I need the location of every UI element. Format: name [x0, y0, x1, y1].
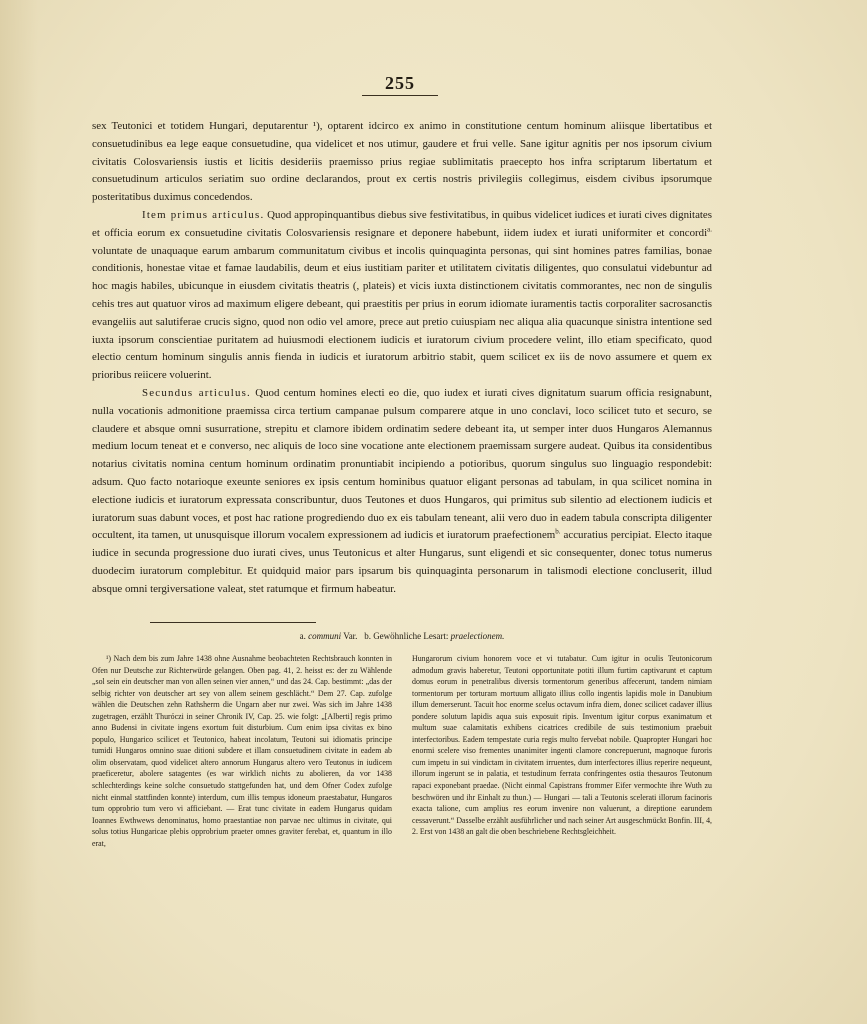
article-2-text-b: accuratius percipiat. Electo itaque iudice in secunda progressione duo iurati cives, unus Teutonicus et alter Hungarus, sunt eligendi et sic consequenter, donec totus numerus duodecim iuratorum complebitur. Et quidquid maior pars ipsarum bis quinquaginta personarum in talismodi electione concluserit, illud absque omni tergiversatione valeat, stet ratumque et firmum habeatur. — [92, 529, 713, 595]
article-1-text-b: voluntate de unaquaque earum ambarum communitatum civibus et incolis quinquaginta personas, qui sint homines patres familias, bonae conditionis, honestae vitae et famae laudabilis, deum et eius iustitiam pariter et utilitatem civitatis diligentes, quo consulatui videbuntur ad hoc magis habiles, ubicunque in eiusdem civitatis theatris (, plateis) et vicis iuxta distinctionem civitatis commorantes, nec non de singulis cehis tres aut quatuor viros ad maximum eligere debeant, qui praestitis per prius in eorum idiomate iuramentis tactis corporaliter sacrosanctis evangeliis aut salutiferae crucis signo, quod non odio vel amore, prece aut pretio cuiuspiam nec aliqua alia quacunque sinistra intentione sed iuxta ipsorum conscientiae puritatem ad huiusmodi electionem iudicis et iuratorum civium procedere velint, illo etiam specificato, quod electio centum hominum singulis annis fienda in iudicis et iuratorum arbitrio stabit, quem scilicet ex iis de novo assumere et quem ex prioribus reiicere voluerint. — [92, 244, 712, 382]
variant-b-text: praelectionem. — [450, 631, 505, 641]
article-1-heading: Item primus articulus. — [142, 208, 265, 221]
main-text — [92, 118, 712, 599]
footnote-column-left — [92, 653, 392, 849]
footnote-column-right — [412, 653, 712, 838]
variant-marker-b: b. — [555, 527, 561, 536]
variant-marker-a: a. — [707, 225, 712, 234]
variant-b-label: b. Gewöhnliche Lesart: — [364, 631, 449, 641]
variant-a-text: communi — [308, 631, 342, 641]
page-edge-shadow — [0, 0, 38, 1024]
variant-readings — [92, 631, 712, 641]
paragraph-article-2 — [92, 385, 712, 599]
page-number-rule — [362, 95, 438, 96]
footnote-left-text: ¹) Nach dem bis zum Jahre 1438 ohne Ausnahme beobachteten Rechtsbrauch konnten in Ofen nur Deutsche zur Richterwürde gelangen. Oben pag. 41, 2. heisst es: der zu Wählende „sol sein ein deutscher man von allen seinen vier annen,“ und das 24. Cap. bestimmt: „das der selbig richter von deutscher art sey von allem seinem geschlächt.“ Dem 27. Cap. zufolge wählen die Deutschen zehn Rathsherrn die Ungarn aber nur zwei. Was sich im Jahre 1438 zugetragen, erzählt Thuróczi in seiner Chronik IV, Cap. 25. wie folgt: „[Alberti] regis primo anno Budensi in civitate ingens exortum fuit disturbium. Cum enim ipsa civitas ex bino populo, Hungarico scilicet et Teutonico, habeat incolatum, Teutoni sui idiomatis principe tumidi Hungaros omnino suae ditioni subdere et illam consuetudinem civitate in eadem ab olim observatam, quod videlicet altero annorum Hungarus altero vero Teutonus in iudicem praeficeretur, abolere satagentes (es war wirklich nichts zu abolieren, da vor 1438 schlechterdings keine solche consuetudo stattgefunden hat, und dem Ofner Codex zufolge nicht einmal stattfinden konnte) interdum, cum illis tempus idoneum praestabatur, Hungaros tum opprobrio tum vero vi afficiebant. — Erat tunc civitate in eadem Hungarus quidam Ioannes Ewthwews denominatus, homo praestantiae non parvae nec ultimus in civitate, qui solus totius Hungaricae plebis opprobrium praeter omnes graviter ferebat, et, quantum in illo erat, — [92, 654, 392, 848]
variant-a-suffix: Var. — [343, 631, 358, 641]
article-1-text-a: Quod appropinquantibus diebus sive festivitatibus, in quibus videlicet iudices et iurati cives dignitates et officia eorum ex consuetudine civitatis Colosvariensis resignare et deponere habebunt, iidem iudex et iurati uniformiter et concordi — [92, 208, 712, 239]
footnote-right-text: Hungarorum civium honorem voce et vi tutabatur. Cum igitur in oculis Teutonicorum admodum gravis haberetur, Teutoni opportunitate potiti illum furtim captivarunt et captum domus eorum in penetralibus diversis tormentorum generibus affecerunt, tandem nimiam tormentorum per torturam mortuum alligato illius collo ingentis lapidis mole in Danubium illum demerserunt. Tacuit hoc enorme scelus octavum infra diem, donec scilicet cadaver illius pondere solutum lapidis aqua suis exposuit ripis. Inventum igitur corpus exanimatum et multum suae calamitatis exhibens cicatrices credibile de suis testimonium praebuit interfectoribus. Eadem tempestate curia regis multo fervebat nobile. Quapropter Hungari hoc enormi scelere viso frementes unanimiter ingenti clamore concrepuerunt, magnoque furoris cum impetu in sui vindictam in civitatem irruentes, dum interfectores illius reperire nequeunt, illorum ingerunt se in palatia, et testudinum ferrata confringentes ostia thesauros Teutonum rapaci exponebant praedae. (Nicht einmal Capistrans frommer Eifer vermochte ihre Wuth zu beschwören und ihr Einhalt zu thun.) — Hungari — tali a Teutonis scelerati illorum facinoris exacta talione, cum amplius res eorum invenire non valuerunt, a direptione earundem cessaverunt.“ Dasselbe erzählt ausführlicher und nach seiner Art ausgeschmückt Bonfin. III, 4, 2. Erst von 1438 an galt die oben beschriebene Rechtsgleichheit. — [412, 654, 712, 837]
footnote-separator — [150, 622, 316, 623]
article-2-heading: Secundus articulus. — [142, 386, 251, 399]
variant-a-label: a. — [299, 631, 306, 641]
page-number: 255 — [385, 73, 415, 93]
article-2-text-a: Quod centum homines electi eo die, quo iudex et iurati cives dignitatum suarum officia resignabunt, nulla vocationis admonitione praemissa circa tertium campanae pulsum comparere atque in uno conclavi, loco scilicet tuto et securo, se claudere et absque omni susurratione, strepitu et clamore ibidem ordinatim sedere debeant ita, ut semper inter duos Hungaros Alemannus medium locum teneat et e converso, nec aliquis de loco sine vocatione ante electionem praemissam surgere audeat. Quibus ita considentibus notarius civitatis nomina centum hominum ordinatim pronuntiabit incipiendo a potioribus, quorum singulus suo linguagio respondebit: adsum. Quo facto notarioque exeunte seniores ex ipsis centum hominibus quatuor eligant personas ad tabulam, in qua scilicet nomina in electione iudicis et iuratorum expressata conscribuntur, duos Teutones et duos Hungaros, qui primitus sub silentio ad electionem iudicis et iuratorum suas dabunt voces, et post hac ratione progrediendo duo ex eis tabulam teneant, alii vero duo in eadem tabula conscripta diligenter occultent, ita tamen, ut unusquisque illorum vocalem expressionem ad iudicis et iuratorum praefectionem — [92, 386, 712, 542]
paragraph-article-1 — [92, 207, 712, 385]
paragraph-1: sex Teutonici et totidem Hungari, deputarentur ¹), optarent idcirco ex animo in constitutione centum hominum aliisque libertatibus et consuetudinibus ea lege eaque consuetudine, qua videlicet et nos utimur, gaudere et frui velle. Sane igitur agnitis per nos ipsorum civium civitatis Colosvariensis iustis et licitis desideriis praemisso prius regiae sublimitatis praecepto hos infra scriptarum libertatum et consuetudinum articulos seriatim suo ordine declarandos, prout ex certis nostris privilegiis collegimus, eisdem civibus ipsorumque posteritatibus duximus concedendos. — [92, 120, 712, 204]
